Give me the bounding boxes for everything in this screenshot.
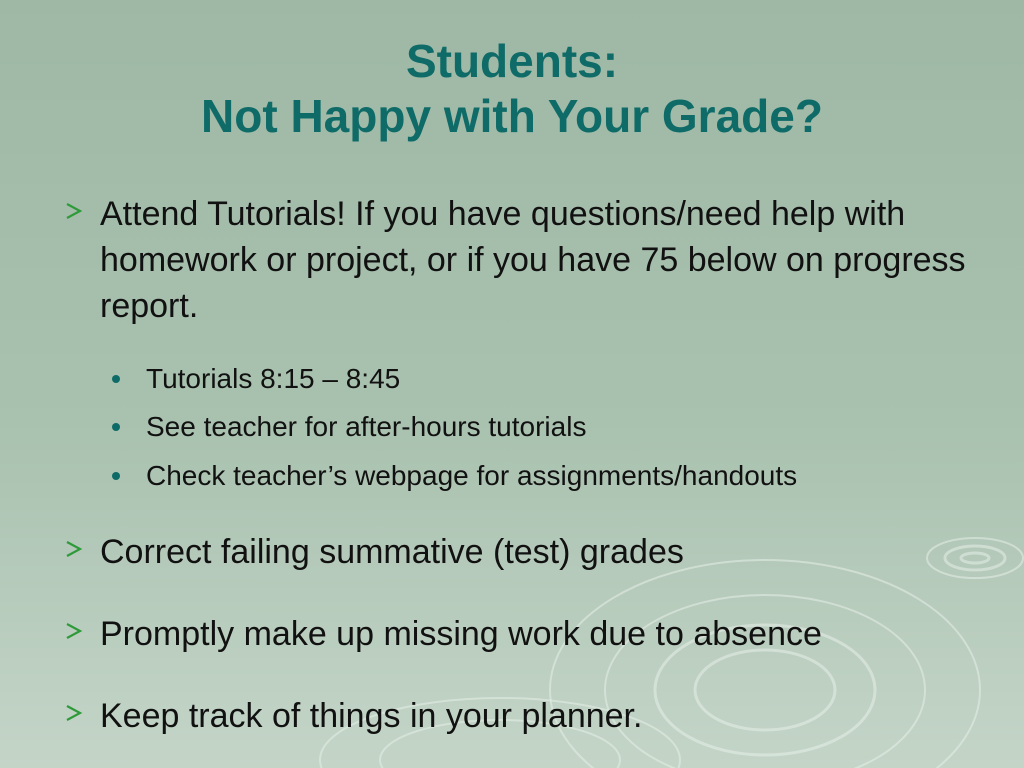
bullet-text: Attend Tutorials! If you have questions/need help with homework or project, or if you have 75 below on progress report. [100,195,966,325]
arrow-bullet-icon [62,529,88,569]
arrow-bullet-icon [62,611,88,651]
dot-bullet-icon [112,375,120,383]
arrow-bullet-icon [62,191,88,231]
sub-bullet-text: See teacher for after-hours tutorials [146,411,587,442]
slide-title [0,34,1024,144]
sub-bullet-text: Check teacher’s webpage for assignments/handouts [146,460,798,491]
arrow-bullet-icon [62,693,88,733]
dot-bullet-icon [112,423,120,431]
bullet-text: Promptly make up missing work due to absence [100,615,822,653]
title-line-1: Students: [405,35,619,87]
sub-bullet-text: Tutorials 8:15 – 8:45 [146,363,401,394]
bullet-text: Keep track of things in your planner. [100,697,643,735]
bullet-text: Correct failing summative (test) grades [100,533,684,571]
dot-bullet-icon [112,472,120,480]
title-line-2: Not Happy with Your Grade? [201,90,823,142]
